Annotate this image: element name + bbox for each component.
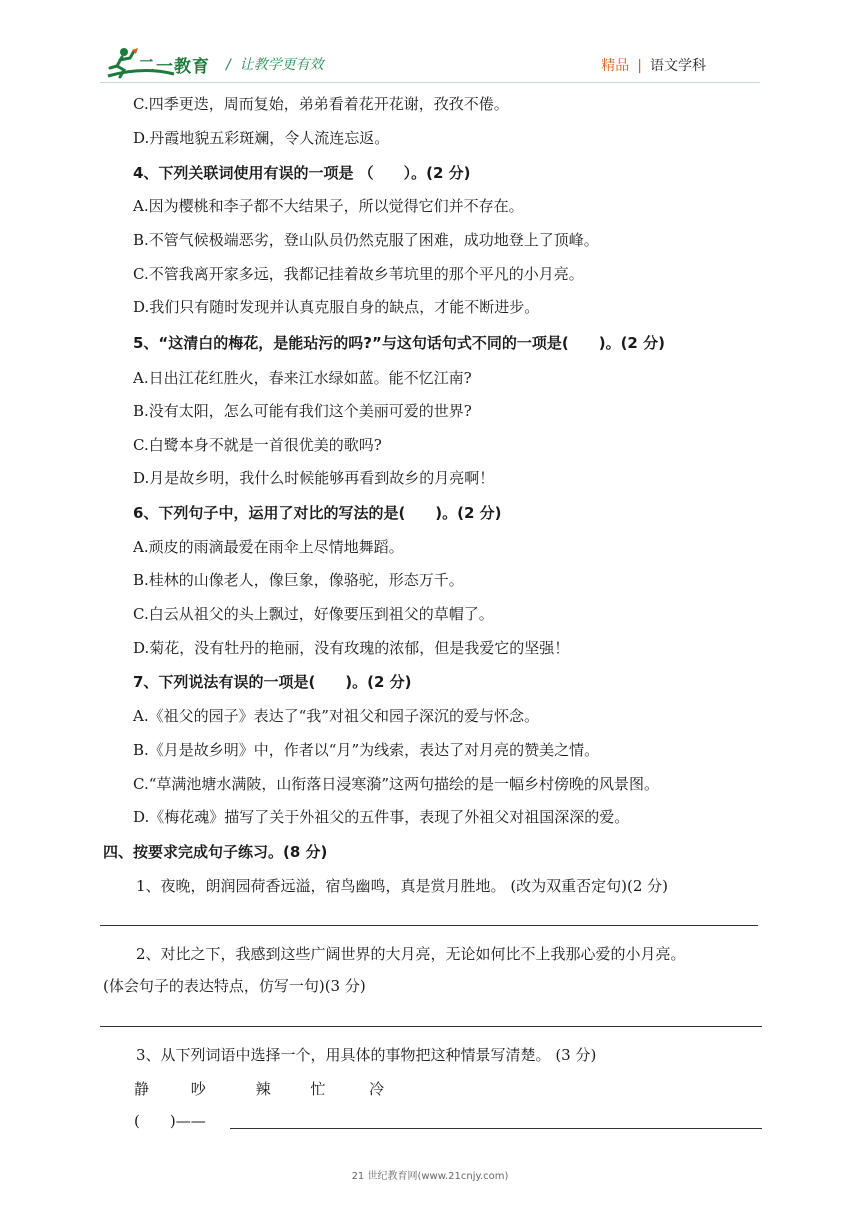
- option-b-q5: B.没有太阳，怎么可能有我们这个美丽可爱的世界?: [133, 402, 472, 420]
- option-b-q4: B.不管气候极端恶劣，登山队员仍然克服了困难，成功地登上了顶峰。: [133, 231, 599, 249]
- answer-line-2[interactable]: [100, 1026, 762, 1027]
- option-d-q3: D.丹霞地貌五彩斑斓，令人流连忘返。: [133, 129, 390, 147]
- answer-line-3[interactable]: [230, 1128, 762, 1129]
- logo-text: 二一教育: [138, 57, 210, 77]
- exercise-2: 2、对比之下，我感到这些广阔世界的大月亮，无论如何比不上我那心爱的小月亮。: [136, 945, 686, 963]
- option-c-q5: C.白鹭本身不就是一首很优美的歌吗?: [133, 436, 382, 454]
- word-options: [134, 1079, 384, 1099]
- page-footer: 21 世纪教育网(www.21cnjy.com): [351, 1171, 509, 1182]
- question-6: 6、下列句子中，运用了对比的写法的是( )。(2 分): [133, 504, 502, 522]
- page-header: [0, 0, 860, 90]
- word-option: 吵: [190, 1080, 206, 1098]
- option-a-q4: A.因为樱桃和李子都不大结果子，所以觉得它们并不存在。: [133, 197, 524, 215]
- slogan-text: 让教学更有效: [239, 57, 324, 73]
- option-b-q6: B.桂林的山像老人，像巨象，像骆驼，形态万千。: [133, 571, 464, 589]
- exercise-3: 3、从下列词语中选择一个，用具体的事物把这种情景写清楚。 (3 分): [136, 1046, 597, 1064]
- word-option: 忙: [310, 1080, 326, 1098]
- header-premium-label: 精品: [601, 58, 630, 74]
- word-option: 静: [134, 1080, 150, 1098]
- header-subject: [601, 55, 706, 75]
- option-c-q7: C.“草满池塘水满陂，山衔落日浸寒漪”这两句描绘的是一幅乡村傍晚的风景图。: [133, 775, 660, 793]
- header-subject-label: 语文学科: [650, 58, 706, 74]
- exercise-3-blank: ( )——: [134, 1112, 206, 1130]
- option-c-q6: C.白云从祖父的头上飘过，好像要压到祖父的草帽了。: [133, 605, 494, 623]
- option-c-q4: C.不管我离开家多远，我都记挂着故乡苇坑里的那个平凡的小月亮。: [133, 265, 584, 283]
- header-separator: |: [637, 58, 642, 74]
- option-a-q7: A.《祖父的园子》表达了“我”对祖父和园子深沉的爱与怀念。: [133, 707, 539, 725]
- option-b-q7: B.《月是故乡明》中，作者以“月”为线索，表达了对月亮的赞美之情。: [133, 741, 600, 759]
- exercise-1: 1、夜晚，朗润园荷香远溢，宿鸟幽鸣，真是赏月胜地。 (改为双重否定句)(2 分): [136, 877, 669, 895]
- option-c-q3: C.四季更迭，周而复始，弟弟看着花开花谢，孜孜不倦。: [133, 95, 509, 113]
- option-a-q5: A.日出江花红胜火，春来江水绿如蓝。能不忆江南?: [133, 369, 472, 387]
- word-option: 辣: [255, 1080, 271, 1098]
- option-d-q7: D.《梅花魂》描写了关于外祖父的五件事，表现了外祖父对祖国深深的爱。: [133, 808, 630, 826]
- option-d-q5: D.月是故乡明，我什么时候能够再看到故乡的月亮啊！: [133, 469, 495, 487]
- question-4: 4、下列关联词使用有误的一项是 （ ）。(2 分): [133, 164, 471, 182]
- exercise-2-instruction: (体会句子的表达特点，仿写一句)(3 分): [103, 977, 366, 995]
- section-4-heading: 四、按要求完成句子练习。(8 分): [103, 843, 328, 861]
- option-d-q4: D.我们只有随时发现并认真克服自身的缺点，才能不断进步。: [133, 298, 540, 316]
- question-7: 7、下列说法有误的一项是( )。(2 分): [133, 673, 412, 691]
- question-5: 5、“这清白的梅花，是能玷污的吗?”与这句话句式不同的一项是( )。(2 分): [133, 334, 665, 352]
- header-slogan: [226, 54, 324, 74]
- option-a-q6: A.顽皮的雨滴最爱在雨伞上尽情地舞蹈。: [133, 538, 404, 556]
- word-option: 冷: [369, 1080, 385, 1098]
- header-divider-line: [100, 82, 760, 83]
- answer-line-1[interactable]: [100, 925, 758, 926]
- option-d-q6: D.菊花，没有牡丹的艳丽，没有玫瑰的浓郁，但是我爱它的坚强！: [133, 639, 570, 657]
- header-divider: /: [226, 57, 231, 73]
